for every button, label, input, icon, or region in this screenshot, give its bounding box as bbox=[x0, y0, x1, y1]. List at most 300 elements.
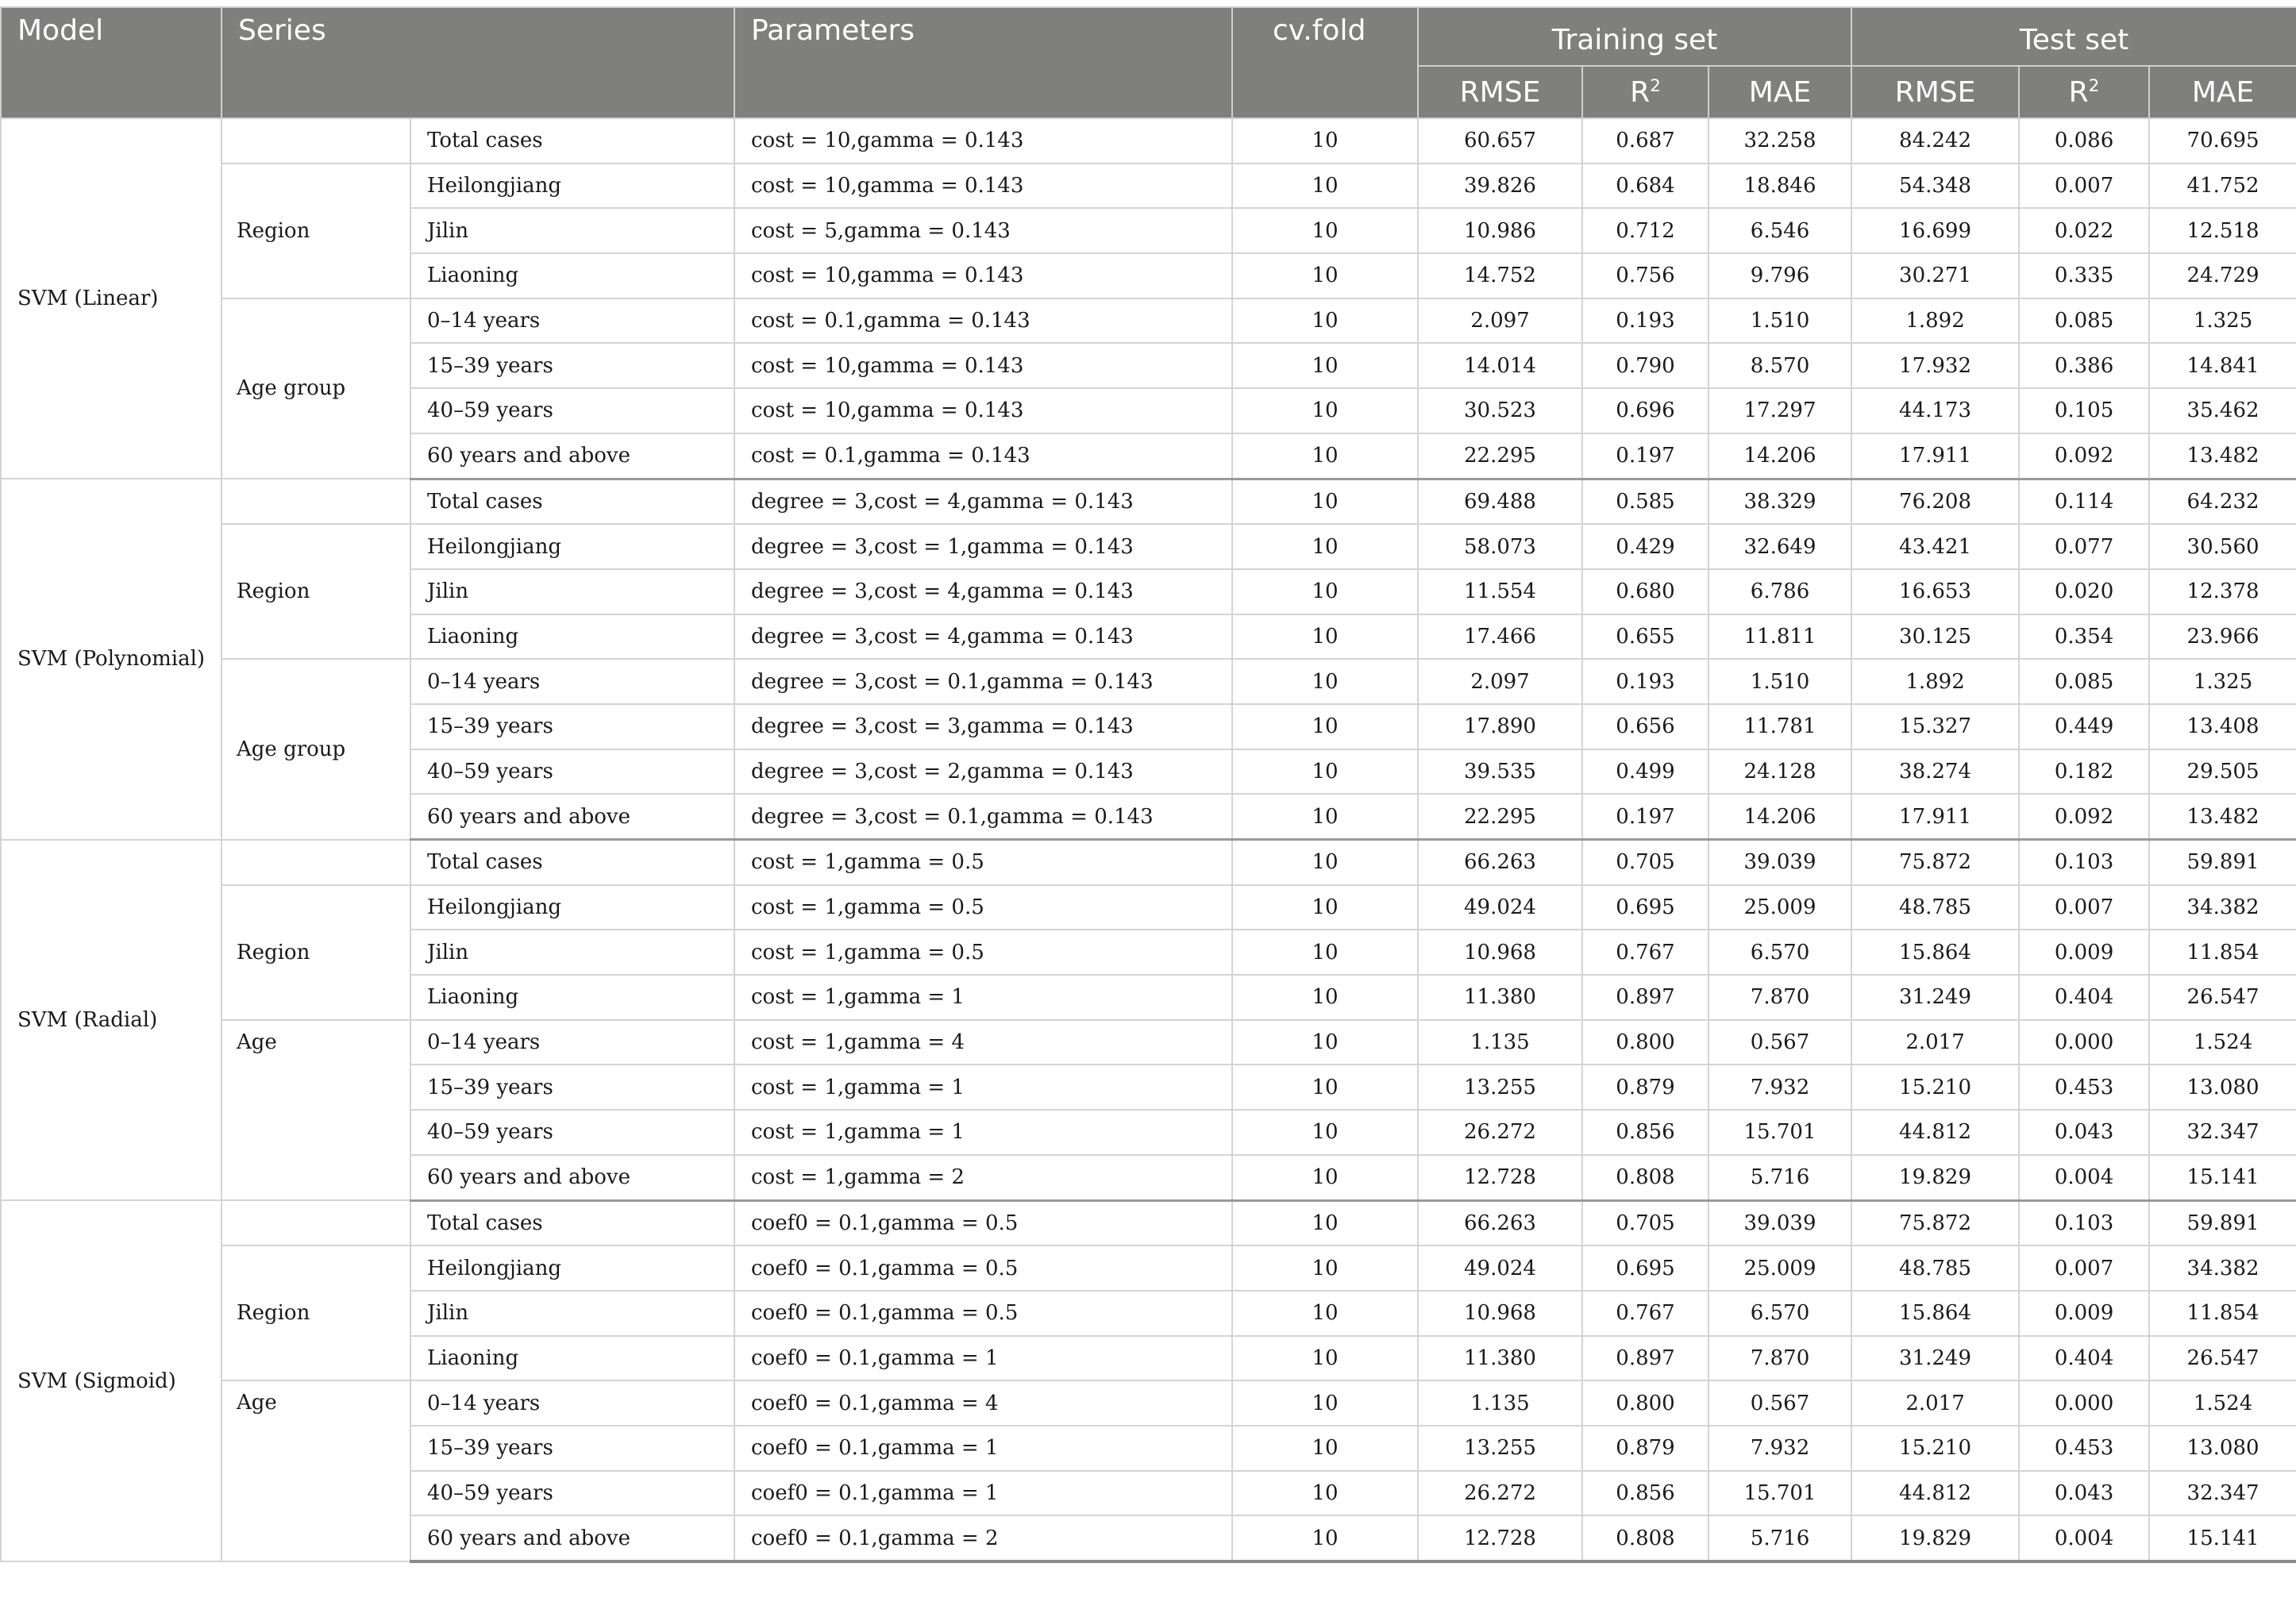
train-r2-cell: 0.655 bbox=[1582, 614, 1709, 660]
train-rmse-cell: 58.073 bbox=[1418, 524, 1582, 569]
test-r2-cell: 0.103 bbox=[2019, 1200, 2149, 1245]
subseries-cell: 40–59 years bbox=[410, 749, 734, 795]
cv-fold-cell: 10 bbox=[1232, 388, 1418, 433]
parameters-cell: cost = 1,gamma = 2 bbox=[734, 1155, 1232, 1200]
test-rmse-cell: 44.173 bbox=[1851, 388, 2019, 433]
r2-superscript: 2 bbox=[2088, 75, 2100, 96]
test-mae-cell: 14.841 bbox=[2149, 343, 2296, 388]
test-rmse-cell: 15.210 bbox=[1851, 1426, 2019, 1471]
parameters-cell: coef0 = 0.1,gamma = 1 bbox=[734, 1471, 1232, 1516]
cv-fold-cell: 10 bbox=[1232, 1155, 1418, 1200]
train-mae-cell: 25.009 bbox=[1709, 1245, 1851, 1291]
train-mae-cell: 14.206 bbox=[1709, 433, 1851, 479]
parameters-cell: cost = 0.1,gamma = 0.143 bbox=[734, 433, 1232, 479]
test-rmse-cell: 17.911 bbox=[1851, 433, 2019, 479]
train-r2-cell: 0.897 bbox=[1582, 1336, 1709, 1381]
train-r2-cell: 0.712 bbox=[1582, 208, 1709, 253]
train-rmse-cell: 69.488 bbox=[1418, 479, 1582, 524]
test-rmse-cell: 84.242 bbox=[1851, 118, 2019, 164]
train-r2-cell: 0.879 bbox=[1582, 1065, 1709, 1110]
test-mae-cell: 35.462 bbox=[2149, 388, 2296, 433]
test-rmse-cell: 43.421 bbox=[1851, 524, 2019, 569]
train-r2-cell: 0.800 bbox=[1582, 1020, 1709, 1065]
test-r2-cell: 0.009 bbox=[2019, 1291, 2149, 1336]
train-rmse-cell: 49.024 bbox=[1418, 1245, 1582, 1291]
test-mae-cell: 1.524 bbox=[2149, 1020, 2296, 1065]
parameters-cell: degree = 3,cost = 0.1,gamma = 0.143 bbox=[734, 659, 1232, 704]
r2-base: R bbox=[1630, 75, 1651, 109]
series-region-cell: Region bbox=[222, 164, 410, 298]
train-mae-cell: 6.570 bbox=[1709, 1291, 1851, 1336]
train-mae-cell: 24.128 bbox=[1709, 749, 1851, 795]
subseries-cell: 40–59 years bbox=[410, 1110, 734, 1155]
subseries-cell: Heilongjiang bbox=[410, 164, 734, 209]
test-r2-cell: 0.004 bbox=[2019, 1515, 2149, 1561]
subseries-cell: Liaoning bbox=[410, 614, 734, 660]
train-r2-cell: 0.767 bbox=[1582, 930, 1709, 975]
test-r2-cell: 0.000 bbox=[2019, 1020, 2149, 1065]
series-region-cell: Region bbox=[222, 885, 410, 1020]
test-mae-cell: 15.141 bbox=[2149, 1155, 2296, 1200]
test-r2-cell: 0.354 bbox=[2019, 614, 2149, 660]
header-test-r2 bbox=[2019, 66, 2149, 118]
train-r2-cell: 0.696 bbox=[1582, 388, 1709, 433]
train-rmse-cell: 17.890 bbox=[1418, 704, 1582, 749]
train-mae-cell: 9.796 bbox=[1709, 253, 1851, 298]
subseries-cell: 60 years and above bbox=[410, 433, 734, 479]
test-mae-cell: 64.232 bbox=[2149, 479, 2296, 524]
test-mae-cell: 13.482 bbox=[2149, 794, 2296, 839]
cv-fold-cell: 10 bbox=[1232, 1110, 1418, 1155]
cv-fold-cell: 10 bbox=[1232, 569, 1418, 614]
train-mae-cell: 0.567 bbox=[1709, 1380, 1851, 1426]
train-r2-cell: 0.429 bbox=[1582, 524, 1709, 569]
test-rmse-cell: 1.892 bbox=[1851, 298, 2019, 344]
subseries-cell: 40–59 years bbox=[410, 388, 734, 433]
cv-fold-cell: 10 bbox=[1232, 749, 1418, 795]
train-r2-cell: 0.808 bbox=[1582, 1515, 1709, 1561]
train-r2-cell: 0.585 bbox=[1582, 479, 1709, 524]
series-empty-cell bbox=[222, 1200, 410, 1245]
test-mae-cell: 32.347 bbox=[2149, 1110, 2296, 1155]
test-mae-cell: 30.560 bbox=[2149, 524, 2296, 569]
cv-fold-cell: 10 bbox=[1232, 885, 1418, 930]
subseries-cell: Jilin bbox=[410, 208, 734, 253]
train-rmse-cell: 66.263 bbox=[1418, 840, 1582, 885]
test-mae-cell: 24.729 bbox=[2149, 253, 2296, 298]
table-row bbox=[1, 1020, 2296, 1065]
test-mae-cell: 1.325 bbox=[2149, 659, 2296, 704]
parameters-cell: coef0 = 0.1,gamma = 2 bbox=[734, 1515, 1232, 1561]
train-r2-cell: 0.856 bbox=[1582, 1110, 1709, 1155]
cv-fold-cell: 10 bbox=[1232, 840, 1418, 885]
test-rmse-cell: 44.812 bbox=[1851, 1110, 2019, 1155]
test-mae-cell: 41.752 bbox=[2149, 164, 2296, 209]
train-mae-cell: 7.870 bbox=[1709, 1336, 1851, 1381]
test-r2-cell: 0.022 bbox=[2019, 208, 2149, 253]
test-r2-cell: 0.103 bbox=[2019, 840, 2149, 885]
train-r2-cell: 0.800 bbox=[1582, 1380, 1709, 1426]
test-rmse-cell: 2.017 bbox=[1851, 1380, 2019, 1426]
train-mae-cell: 14.206 bbox=[1709, 794, 1851, 839]
subseries-cell: Total cases bbox=[410, 840, 734, 885]
test-r2-cell: 0.453 bbox=[2019, 1426, 2149, 1471]
cv-fold-cell: 10 bbox=[1232, 975, 1418, 1020]
train-r2-cell: 0.695 bbox=[1582, 885, 1709, 930]
test-rmse-cell: 44.812 bbox=[1851, 1471, 2019, 1516]
subseries-cell: Heilongjiang bbox=[410, 885, 734, 930]
test-rmse-cell: 30.271 bbox=[1851, 253, 2019, 298]
test-r2-cell: 0.086 bbox=[2019, 118, 2149, 164]
parameters-cell: cost = 1,gamma = 1 bbox=[734, 1110, 1232, 1155]
cv-fold-cell: 10 bbox=[1232, 1336, 1418, 1381]
parameters-cell: degree = 3,cost = 0.1,gamma = 0.143 bbox=[734, 794, 1232, 839]
train-mae-cell: 6.546 bbox=[1709, 208, 1851, 253]
subseries-cell: 15–39 years bbox=[410, 1426, 734, 1471]
series-age-cell: Age bbox=[222, 1380, 410, 1561]
test-mae-cell: 11.854 bbox=[2149, 1291, 2296, 1336]
train-rmse-cell: 13.255 bbox=[1418, 1426, 1582, 1471]
train-mae-cell: 11.781 bbox=[1709, 704, 1851, 749]
subseries-cell: 15–39 years bbox=[410, 704, 734, 749]
subseries-cell: 0–14 years bbox=[410, 1380, 734, 1426]
train-r2-cell: 0.499 bbox=[1582, 749, 1709, 795]
test-r2-cell: 0.085 bbox=[2019, 659, 2149, 704]
train-r2-cell: 0.756 bbox=[1582, 253, 1709, 298]
cv-fold-cell: 10 bbox=[1232, 253, 1418, 298]
parameters-cell: cost = 1,gamma = 0.5 bbox=[734, 885, 1232, 930]
test-rmse-cell: 31.249 bbox=[1851, 975, 2019, 1020]
test-rmse-cell: 2.017 bbox=[1851, 1020, 2019, 1065]
test-mae-cell: 15.141 bbox=[2149, 1515, 2296, 1561]
header-row-1 bbox=[1, 7, 2296, 66]
test-r2-cell: 0.449 bbox=[2019, 704, 2149, 749]
train-rmse-cell: 11.380 bbox=[1418, 1336, 1582, 1381]
cv-fold-cell: 10 bbox=[1232, 164, 1418, 209]
train-mae-cell: 0.567 bbox=[1709, 1020, 1851, 1065]
test-r2-cell: 0.335 bbox=[2019, 253, 2149, 298]
test-mae-cell: 34.382 bbox=[2149, 885, 2296, 930]
model-cell: SVM (Radial) bbox=[1, 840, 222, 1201]
series-empty-cell bbox=[222, 118, 410, 164]
test-rmse-cell: 75.872 bbox=[1851, 1200, 2019, 1245]
train-rmse-cell: 66.263 bbox=[1418, 1200, 1582, 1245]
test-mae-cell: 1.325 bbox=[2149, 298, 2296, 344]
train-mae-cell: 17.297 bbox=[1709, 388, 1851, 433]
train-mae-cell: 39.039 bbox=[1709, 840, 1851, 885]
r2-base: R bbox=[2068, 75, 2089, 109]
svm-results-table bbox=[0, 6, 2296, 1563]
test-mae-cell: 70.695 bbox=[2149, 118, 2296, 164]
train-rmse-cell: 2.097 bbox=[1418, 659, 1582, 704]
table-row bbox=[1, 118, 2296, 164]
test-rmse-cell: 19.829 bbox=[1851, 1515, 2019, 1561]
parameters-cell: degree = 3,cost = 1,gamma = 0.143 bbox=[734, 524, 1232, 569]
header-test-mae: MAE bbox=[2149, 66, 2296, 118]
subseries-cell: Heilongjiang bbox=[410, 524, 734, 569]
test-mae-cell: 59.891 bbox=[2149, 840, 2296, 885]
test-mae-cell: 11.854 bbox=[2149, 930, 2296, 975]
subseries-cell: Total cases bbox=[410, 118, 734, 164]
train-r2-cell: 0.767 bbox=[1582, 1291, 1709, 1336]
train-rmse-cell: 26.272 bbox=[1418, 1471, 1582, 1516]
table-row bbox=[1, 659, 2296, 704]
subseries-cell: 60 years and above bbox=[410, 794, 734, 839]
test-mae-cell: 59.891 bbox=[2149, 1200, 2296, 1245]
subseries-cell: Jilin bbox=[410, 569, 734, 614]
series-empty-cell bbox=[222, 840, 410, 885]
test-rmse-cell: 38.274 bbox=[1851, 749, 2019, 795]
table-row bbox=[1, 298, 2296, 344]
train-rmse-cell: 10.968 bbox=[1418, 930, 1582, 975]
parameters-cell: coef0 = 0.1,gamma = 4 bbox=[734, 1380, 1232, 1426]
test-mae-cell: 13.408 bbox=[2149, 704, 2296, 749]
test-mae-cell: 29.505 bbox=[2149, 749, 2296, 795]
subseries-cell: 0–14 years bbox=[410, 298, 734, 344]
train-rmse-cell: 39.535 bbox=[1418, 749, 1582, 795]
header-test-set: Test set bbox=[1851, 7, 2296, 66]
train-rmse-cell: 17.466 bbox=[1418, 614, 1582, 660]
test-rmse-cell: 15.327 bbox=[1851, 704, 2019, 749]
model-cell: SVM (Linear) bbox=[1, 118, 222, 479]
subseries-cell: 15–39 years bbox=[410, 343, 734, 388]
table-row bbox=[1, 885, 2296, 930]
parameters-cell: degree = 3,cost = 4,gamma = 0.143 bbox=[734, 479, 1232, 524]
test-rmse-cell: 15.864 bbox=[1851, 930, 2019, 975]
train-r2-cell: 0.695 bbox=[1582, 1245, 1709, 1291]
header-train-mae: MAE bbox=[1709, 66, 1851, 118]
train-r2-cell: 0.687 bbox=[1582, 118, 1709, 164]
train-mae-cell: 1.510 bbox=[1709, 659, 1851, 704]
train-r2-cell: 0.197 bbox=[1582, 794, 1709, 839]
train-mae-cell: 7.932 bbox=[1709, 1426, 1851, 1471]
parameters-cell: cost = 10,gamma = 0.143 bbox=[734, 388, 1232, 433]
subseries-cell: Liaoning bbox=[410, 975, 734, 1020]
table-row bbox=[1, 840, 2296, 885]
table-row bbox=[1, 1245, 2296, 1291]
series-region-cell: Region bbox=[222, 1245, 410, 1380]
cv-fold-cell: 10 bbox=[1232, 930, 1418, 975]
r2-superscript: 2 bbox=[1650, 75, 1661, 96]
test-mae-cell: 23.966 bbox=[2149, 614, 2296, 660]
train-mae-cell: 5.716 bbox=[1709, 1515, 1851, 1561]
test-r2-cell: 0.404 bbox=[2019, 975, 2149, 1020]
train-r2-cell: 0.193 bbox=[1582, 659, 1709, 704]
train-r2-cell: 0.656 bbox=[1582, 704, 1709, 749]
train-r2-cell: 0.790 bbox=[1582, 343, 1709, 388]
parameters-cell: coef0 = 0.1,gamma = 1 bbox=[734, 1426, 1232, 1471]
test-r2-cell: 0.000 bbox=[2019, 1380, 2149, 1426]
subseries-cell: 40–59 years bbox=[410, 1471, 734, 1516]
test-rmse-cell: 16.699 bbox=[1851, 208, 2019, 253]
train-r2-cell: 0.808 bbox=[1582, 1155, 1709, 1200]
train-rmse-cell: 26.272 bbox=[1418, 1110, 1582, 1155]
subseries-cell: Heilongjiang bbox=[410, 1245, 734, 1291]
train-rmse-cell: 12.728 bbox=[1418, 1515, 1582, 1561]
train-rmse-cell: 60.657 bbox=[1418, 118, 1582, 164]
subseries-cell: 0–14 years bbox=[410, 659, 734, 704]
test-r2-cell: 0.114 bbox=[2019, 479, 2149, 524]
test-r2-cell: 0.004 bbox=[2019, 1155, 2149, 1200]
test-r2-cell: 0.182 bbox=[2019, 749, 2149, 795]
test-r2-cell: 0.092 bbox=[2019, 433, 2149, 479]
subseries-cell: Liaoning bbox=[410, 1336, 734, 1381]
train-rmse-cell: 22.295 bbox=[1418, 433, 1582, 479]
train-mae-cell: 5.716 bbox=[1709, 1155, 1851, 1200]
test-r2-cell: 0.386 bbox=[2019, 343, 2149, 388]
test-rmse-cell: 75.872 bbox=[1851, 840, 2019, 885]
subseries-cell: 60 years and above bbox=[410, 1515, 734, 1561]
train-rmse-cell: 11.380 bbox=[1418, 975, 1582, 1020]
parameters-cell: coef0 = 0.1,gamma = 0.5 bbox=[734, 1245, 1232, 1291]
test-rmse-cell: 48.785 bbox=[1851, 885, 2019, 930]
train-r2-cell: 0.705 bbox=[1582, 1200, 1709, 1245]
train-mae-cell: 15.701 bbox=[1709, 1471, 1851, 1516]
test-rmse-cell: 31.249 bbox=[1851, 1336, 2019, 1381]
train-rmse-cell: 22.295 bbox=[1418, 794, 1582, 839]
test-r2-cell: 0.085 bbox=[2019, 298, 2149, 344]
header-test-rmse: RMSE bbox=[1851, 66, 2019, 118]
cv-fold-cell: 10 bbox=[1232, 1245, 1418, 1291]
parameters-cell: coef0 = 0.1,gamma = 0.5 bbox=[734, 1291, 1232, 1336]
subseries-cell: 60 years and above bbox=[410, 1155, 734, 1200]
test-rmse-cell: 19.829 bbox=[1851, 1155, 2019, 1200]
cv-fold-cell: 10 bbox=[1232, 433, 1418, 479]
train-rmse-cell: 2.097 bbox=[1418, 298, 1582, 344]
train-rmse-cell: 30.523 bbox=[1418, 388, 1582, 433]
train-rmse-cell: 11.554 bbox=[1418, 569, 1582, 614]
test-mae-cell: 12.378 bbox=[2149, 569, 2296, 614]
train-rmse-cell: 14.014 bbox=[1418, 343, 1582, 388]
train-mae-cell: 6.570 bbox=[1709, 930, 1851, 975]
test-r2-cell: 0.043 bbox=[2019, 1471, 2149, 1516]
train-rmse-cell: 12.728 bbox=[1418, 1155, 1582, 1200]
cv-fold-cell: 10 bbox=[1232, 1426, 1418, 1471]
cv-fold-cell: 10 bbox=[1232, 343, 1418, 388]
train-mae-cell: 32.649 bbox=[1709, 524, 1851, 569]
cv-fold-cell: 10 bbox=[1232, 1020, 1418, 1065]
cv-fold-cell: 10 bbox=[1232, 1200, 1418, 1245]
header-train-rmse: RMSE bbox=[1418, 66, 1582, 118]
test-r2-cell: 0.009 bbox=[2019, 930, 2149, 975]
test-r2-cell: 0.007 bbox=[2019, 164, 2149, 209]
train-mae-cell: 11.811 bbox=[1709, 614, 1851, 660]
test-r2-cell: 0.007 bbox=[2019, 1245, 2149, 1291]
test-r2-cell: 0.007 bbox=[2019, 885, 2149, 930]
test-rmse-cell: 1.892 bbox=[1851, 659, 2019, 704]
test-rmse-cell: 17.932 bbox=[1851, 343, 2019, 388]
subseries-cell: Total cases bbox=[410, 1200, 734, 1245]
cv-fold-cell: 10 bbox=[1232, 524, 1418, 569]
parameters-cell: cost = 1,gamma = 0.5 bbox=[734, 930, 1232, 975]
cv-fold-cell: 10 bbox=[1232, 479, 1418, 524]
test-mae-cell: 26.547 bbox=[2149, 975, 2296, 1020]
train-mae-cell: 32.258 bbox=[1709, 118, 1851, 164]
test-mae-cell: 26.547 bbox=[2149, 1336, 2296, 1381]
train-rmse-cell: 14.752 bbox=[1418, 253, 1582, 298]
parameters-cell: degree = 3,cost = 4,gamma = 0.143 bbox=[734, 614, 1232, 660]
parameters-cell: cost = 0.1,gamma = 0.143 bbox=[734, 298, 1232, 344]
train-r2-cell: 0.705 bbox=[1582, 840, 1709, 885]
train-rmse-cell: 13.255 bbox=[1418, 1065, 1582, 1110]
table-row bbox=[1, 1380, 2296, 1426]
test-mae-cell: 13.482 bbox=[2149, 433, 2296, 479]
train-mae-cell: 18.846 bbox=[1709, 164, 1851, 209]
parameters-cell: cost = 10,gamma = 0.143 bbox=[734, 164, 1232, 209]
train-mae-cell: 6.786 bbox=[1709, 569, 1851, 614]
header-model: Model bbox=[1, 7, 222, 118]
test-rmse-cell: 76.208 bbox=[1851, 479, 2019, 524]
parameters-cell: cost = 1,gamma = 1 bbox=[734, 975, 1232, 1020]
table-row bbox=[1, 164, 2296, 209]
test-rmse-cell: 54.348 bbox=[1851, 164, 2019, 209]
test-rmse-cell: 17.911 bbox=[1851, 794, 2019, 839]
train-r2-cell: 0.879 bbox=[1582, 1426, 1709, 1471]
train-rmse-cell: 1.135 bbox=[1418, 1380, 1582, 1426]
series-age-cell: Age bbox=[222, 1020, 410, 1200]
header-parameters: Parameters bbox=[734, 7, 1232, 118]
cv-fold-cell: 10 bbox=[1232, 794, 1418, 839]
parameters-cell: cost = 10,gamma = 0.143 bbox=[734, 343, 1232, 388]
series-empty-cell bbox=[222, 479, 410, 524]
train-mae-cell: 39.039 bbox=[1709, 1200, 1851, 1245]
table-row bbox=[1, 479, 2296, 524]
cv-fold-cell: 10 bbox=[1232, 1471, 1418, 1516]
train-rmse-cell: 39.826 bbox=[1418, 164, 1582, 209]
header-cv-fold: cv.fold bbox=[1232, 7, 1418, 118]
parameters-cell: cost = 5,gamma = 0.143 bbox=[734, 208, 1232, 253]
table-body bbox=[1, 118, 2296, 1561]
test-r2-cell: 0.043 bbox=[2019, 1110, 2149, 1155]
series-age-cell: Age group bbox=[222, 298, 410, 479]
train-r2-cell: 0.193 bbox=[1582, 298, 1709, 344]
cv-fold-cell: 10 bbox=[1232, 659, 1418, 704]
cv-fold-cell: 10 bbox=[1232, 298, 1418, 344]
cv-fold-cell: 10 bbox=[1232, 704, 1418, 749]
train-mae-cell: 8.570 bbox=[1709, 343, 1851, 388]
parameters-cell: degree = 3,cost = 3,gamma = 0.143 bbox=[734, 704, 1232, 749]
header-series: Series bbox=[222, 7, 734, 118]
test-mae-cell: 34.382 bbox=[2149, 1245, 2296, 1291]
model-cell: SVM (Polynomial) bbox=[1, 479, 222, 840]
cv-fold-cell: 10 bbox=[1232, 118, 1418, 164]
subseries-cell: Liaoning bbox=[410, 253, 734, 298]
train-mae-cell: 7.932 bbox=[1709, 1065, 1851, 1110]
test-mae-cell: 12.518 bbox=[2149, 208, 2296, 253]
train-mae-cell: 7.870 bbox=[1709, 975, 1851, 1020]
test-rmse-cell: 30.125 bbox=[1851, 614, 2019, 660]
test-rmse-cell: 16.653 bbox=[1851, 569, 2019, 614]
parameters-cell: degree = 3,cost = 4,gamma = 0.143 bbox=[734, 569, 1232, 614]
parameters-cell: cost = 1,gamma = 1 bbox=[734, 1065, 1232, 1110]
subseries-cell: 15–39 years bbox=[410, 1065, 734, 1110]
train-r2-cell: 0.680 bbox=[1582, 569, 1709, 614]
subseries-cell: Jilin bbox=[410, 930, 734, 975]
test-r2-cell: 0.453 bbox=[2019, 1065, 2149, 1110]
parameters-cell: cost = 1,gamma = 4 bbox=[734, 1020, 1232, 1065]
test-mae-cell: 32.347 bbox=[2149, 1471, 2296, 1516]
parameters-cell: cost = 10,gamma = 0.143 bbox=[734, 253, 1232, 298]
cv-fold-cell: 10 bbox=[1232, 1380, 1418, 1426]
test-r2-cell: 0.092 bbox=[2019, 794, 2149, 839]
test-r2-cell: 0.404 bbox=[2019, 1336, 2149, 1381]
train-r2-cell: 0.856 bbox=[1582, 1471, 1709, 1516]
parameters-cell: coef0 = 0.1,gamma = 1 bbox=[734, 1336, 1232, 1381]
cv-fold-cell: 10 bbox=[1232, 1065, 1418, 1110]
table-row bbox=[1, 524, 2296, 569]
cv-fold-cell: 10 bbox=[1232, 1291, 1418, 1336]
train-rmse-cell: 10.986 bbox=[1418, 208, 1582, 253]
